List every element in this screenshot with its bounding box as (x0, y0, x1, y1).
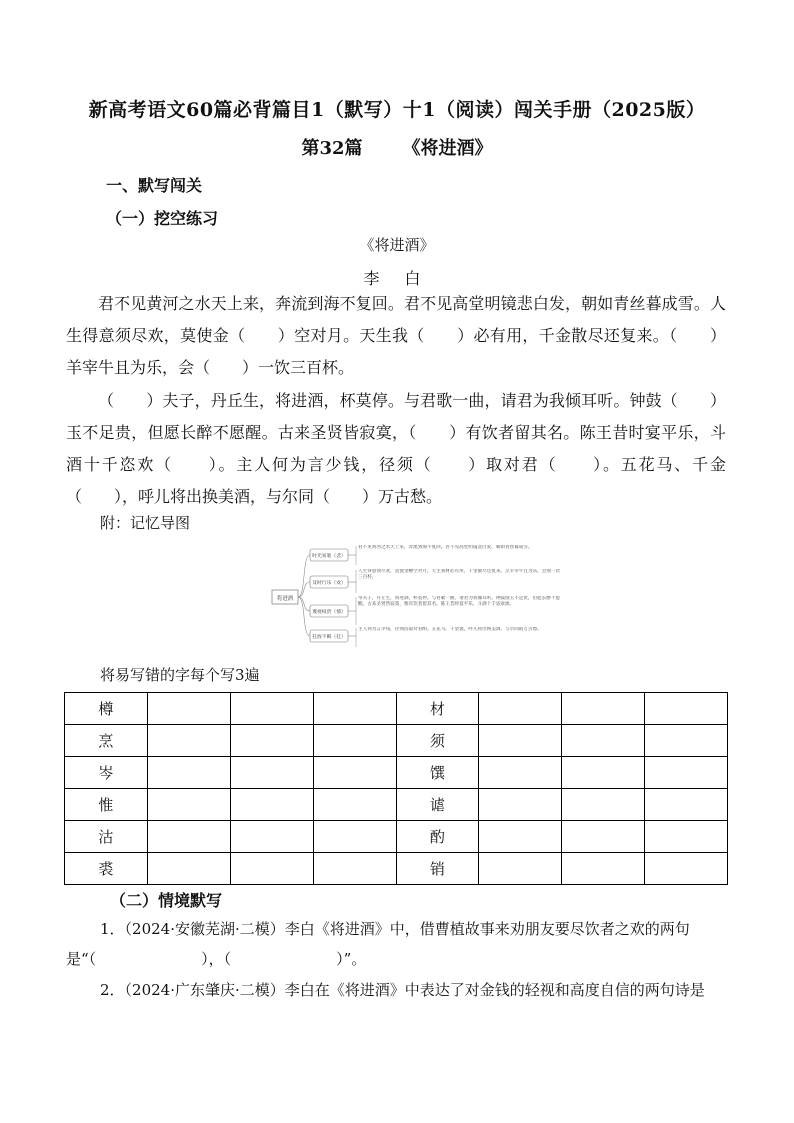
chapter-number: 第32篇 (301, 138, 363, 159)
practice-cell[interactable] (645, 757, 728, 789)
char-cell: 馔 (396, 757, 479, 789)
table-row (65, 757, 728, 789)
practice-cell[interactable] (313, 725, 396, 757)
mindmap-branch-label: 狂放不羁（狂） (312, 635, 346, 640)
char-cell: 销 (396, 853, 479, 885)
practice-cell[interactable] (645, 853, 728, 885)
char-cell: 惟 (65, 789, 148, 821)
char-cell: 沽 (65, 821, 148, 853)
practice-cell[interactable] (645, 725, 728, 757)
practice-cell[interactable] (479, 821, 562, 853)
practice-cell[interactable] (562, 853, 645, 885)
practice-cell[interactable] (479, 693, 562, 725)
practice-cell[interactable] (479, 725, 562, 757)
table-row (65, 853, 728, 885)
practice-cell[interactable] (645, 789, 728, 821)
char-cell: 岑 (65, 757, 148, 789)
practice-cell[interactable] (147, 789, 230, 821)
question-1: 1．（2024·安徽芜湖·二模）李白《将进酒》中，借曹植故事来劝朋友要尽饮者之欢的两句是“（ ），（ ）”。 (66, 920, 690, 968)
practice-cell[interactable] (147, 821, 230, 853)
practice-cell[interactable] (313, 789, 396, 821)
document-subtitle (0, 134, 794, 160)
practice-cell[interactable] (230, 725, 313, 757)
practice-cell[interactable] (562, 757, 645, 789)
poem-paragraph-2: （ ）夫子，丹丘生，将进酒，杯莫停。与君歌一曲，请君为我倾耳听。钟鼓（ ）玉不足贵，但愿长醉不愿醒。古来圣贤皆寂寞，（ ）有饮者留其名。陈王昔时宴平乐，斗酒十千恣欢（ ）。主人何为言少钱，径须（ ）取对君（ ）。五花马、千金（ ），呼儿将出换美酒，与尔同（ ）万古愁。 (66, 391, 726, 506)
practice-cell[interactable] (147, 725, 230, 757)
subsection-heading-fill-blank: （一）挖空练习 (106, 209, 219, 228)
chapter-name: 《将进酒》 (402, 138, 493, 159)
question-2: 2．（2024·广东肇庆·二模）李白在《将进酒》中表达了对金钱的轻视和高度自信的两句诗是 (100, 981, 705, 999)
poem-author: 李 白 (363, 269, 431, 288)
mindmap-branch-label: 时光易逝（悲） (312, 554, 346, 559)
practice-cell[interactable] (313, 821, 396, 853)
mindmap-branch-text: 人生得意须尽欢，莫使金樽空对月。天生我材必有用，千金散尽还复来。烹羊宰牛且为乐，会须一饮三百杯。 (358, 569, 561, 580)
mindmap-branch-text: 岑夫子，丹丘生，将进酒，杯莫停。与君歌一曲，请君为我倾耳听。钟鼓馔玉不足贵，但愿长醉不愿醒。古来圣贤皆寂寞，惟有饮者留其名。陈王昔时宴平乐，斗酒十千恣欢谑。 (358, 596, 561, 607)
poem-title: 《将进酒》 (359, 236, 435, 254)
practice-cell[interactable] (479, 853, 562, 885)
mindmap-branch-label: 蔑视权贵（愤） (312, 610, 346, 615)
table-row (65, 789, 728, 821)
practice-cell[interactable] (562, 725, 645, 757)
char-cell: 烹 (65, 725, 148, 757)
char-cell: 谑 (396, 789, 479, 821)
practice-cell[interactable] (645, 693, 728, 725)
table-row (65, 693, 728, 725)
table-row (65, 725, 728, 757)
subsection-heading-context-dictation: （二）情境默写 (110, 891, 223, 910)
char-cell: 酌 (396, 821, 479, 853)
char-table-caption: 将易写错的字每个写3遍 (100, 666, 260, 684)
char-cell: 材 (396, 693, 479, 725)
practice-cell[interactable] (562, 821, 645, 853)
practice-cell[interactable] (230, 789, 313, 821)
practice-cell[interactable] (645, 821, 728, 853)
practice-cell[interactable] (479, 757, 562, 789)
practice-cell[interactable] (147, 853, 230, 885)
practice-cell[interactable] (313, 693, 396, 725)
practice-cell[interactable] (313, 757, 396, 789)
table-row (65, 821, 728, 853)
practice-cell[interactable] (562, 789, 645, 821)
practice-cell[interactable] (230, 757, 313, 789)
char-practice-table (64, 692, 728, 885)
practice-cell[interactable] (147, 757, 230, 789)
char-cell: 须 (396, 725, 479, 757)
mindmap-branch-text: 主人何为言少钱，径须沽取对君酌。五花马，千金裘，呼儿将出换美酒，与尔同销万古愁。 (358, 627, 542, 632)
practice-cell[interactable] (479, 789, 562, 821)
section-heading-dictation: 一、默写闯关 (106, 176, 203, 195)
practice-cell[interactable] (313, 853, 396, 885)
practice-cell[interactable] (147, 693, 230, 725)
char-cell: 樽 (65, 693, 148, 725)
mindmap-root-label: 将进酒 (276, 596, 294, 602)
practice-cell[interactable] (230, 853, 313, 885)
char-cell: 裘 (65, 853, 148, 885)
mindmap-branch-label: 及时行乐（欢） (312, 581, 346, 586)
practice-cell[interactable] (230, 821, 313, 853)
mindmap-note: 附：记忆导图 (100, 514, 191, 532)
practice-cell[interactable] (230, 693, 313, 725)
poem-paragraph-1: 君不见黄河之水天上来，奔流到海不复回。君不见高堂明镜悲白发，朝如青丝暮成雪。人生得意须尽欢，莫使金（ ）空对月。天生我（ ）必有用，千金散尽还复来。（ ）羊宰牛且为乐，会（ ）一饮三百杯。 (66, 294, 726, 377)
document-title: 新高考语文60篇必背篇目1（默写）十1（阅读）闯关手册（2025版） (88, 99, 706, 121)
practice-cell[interactable] (562, 693, 645, 725)
memory-mindmap (270, 545, 566, 649)
mindmap-branch-text: 君不见黄河之水天上来，奔流到海不复回。君不见高堂明镜悲白发，朝如青丝暮成雪。 (358, 545, 533, 550)
